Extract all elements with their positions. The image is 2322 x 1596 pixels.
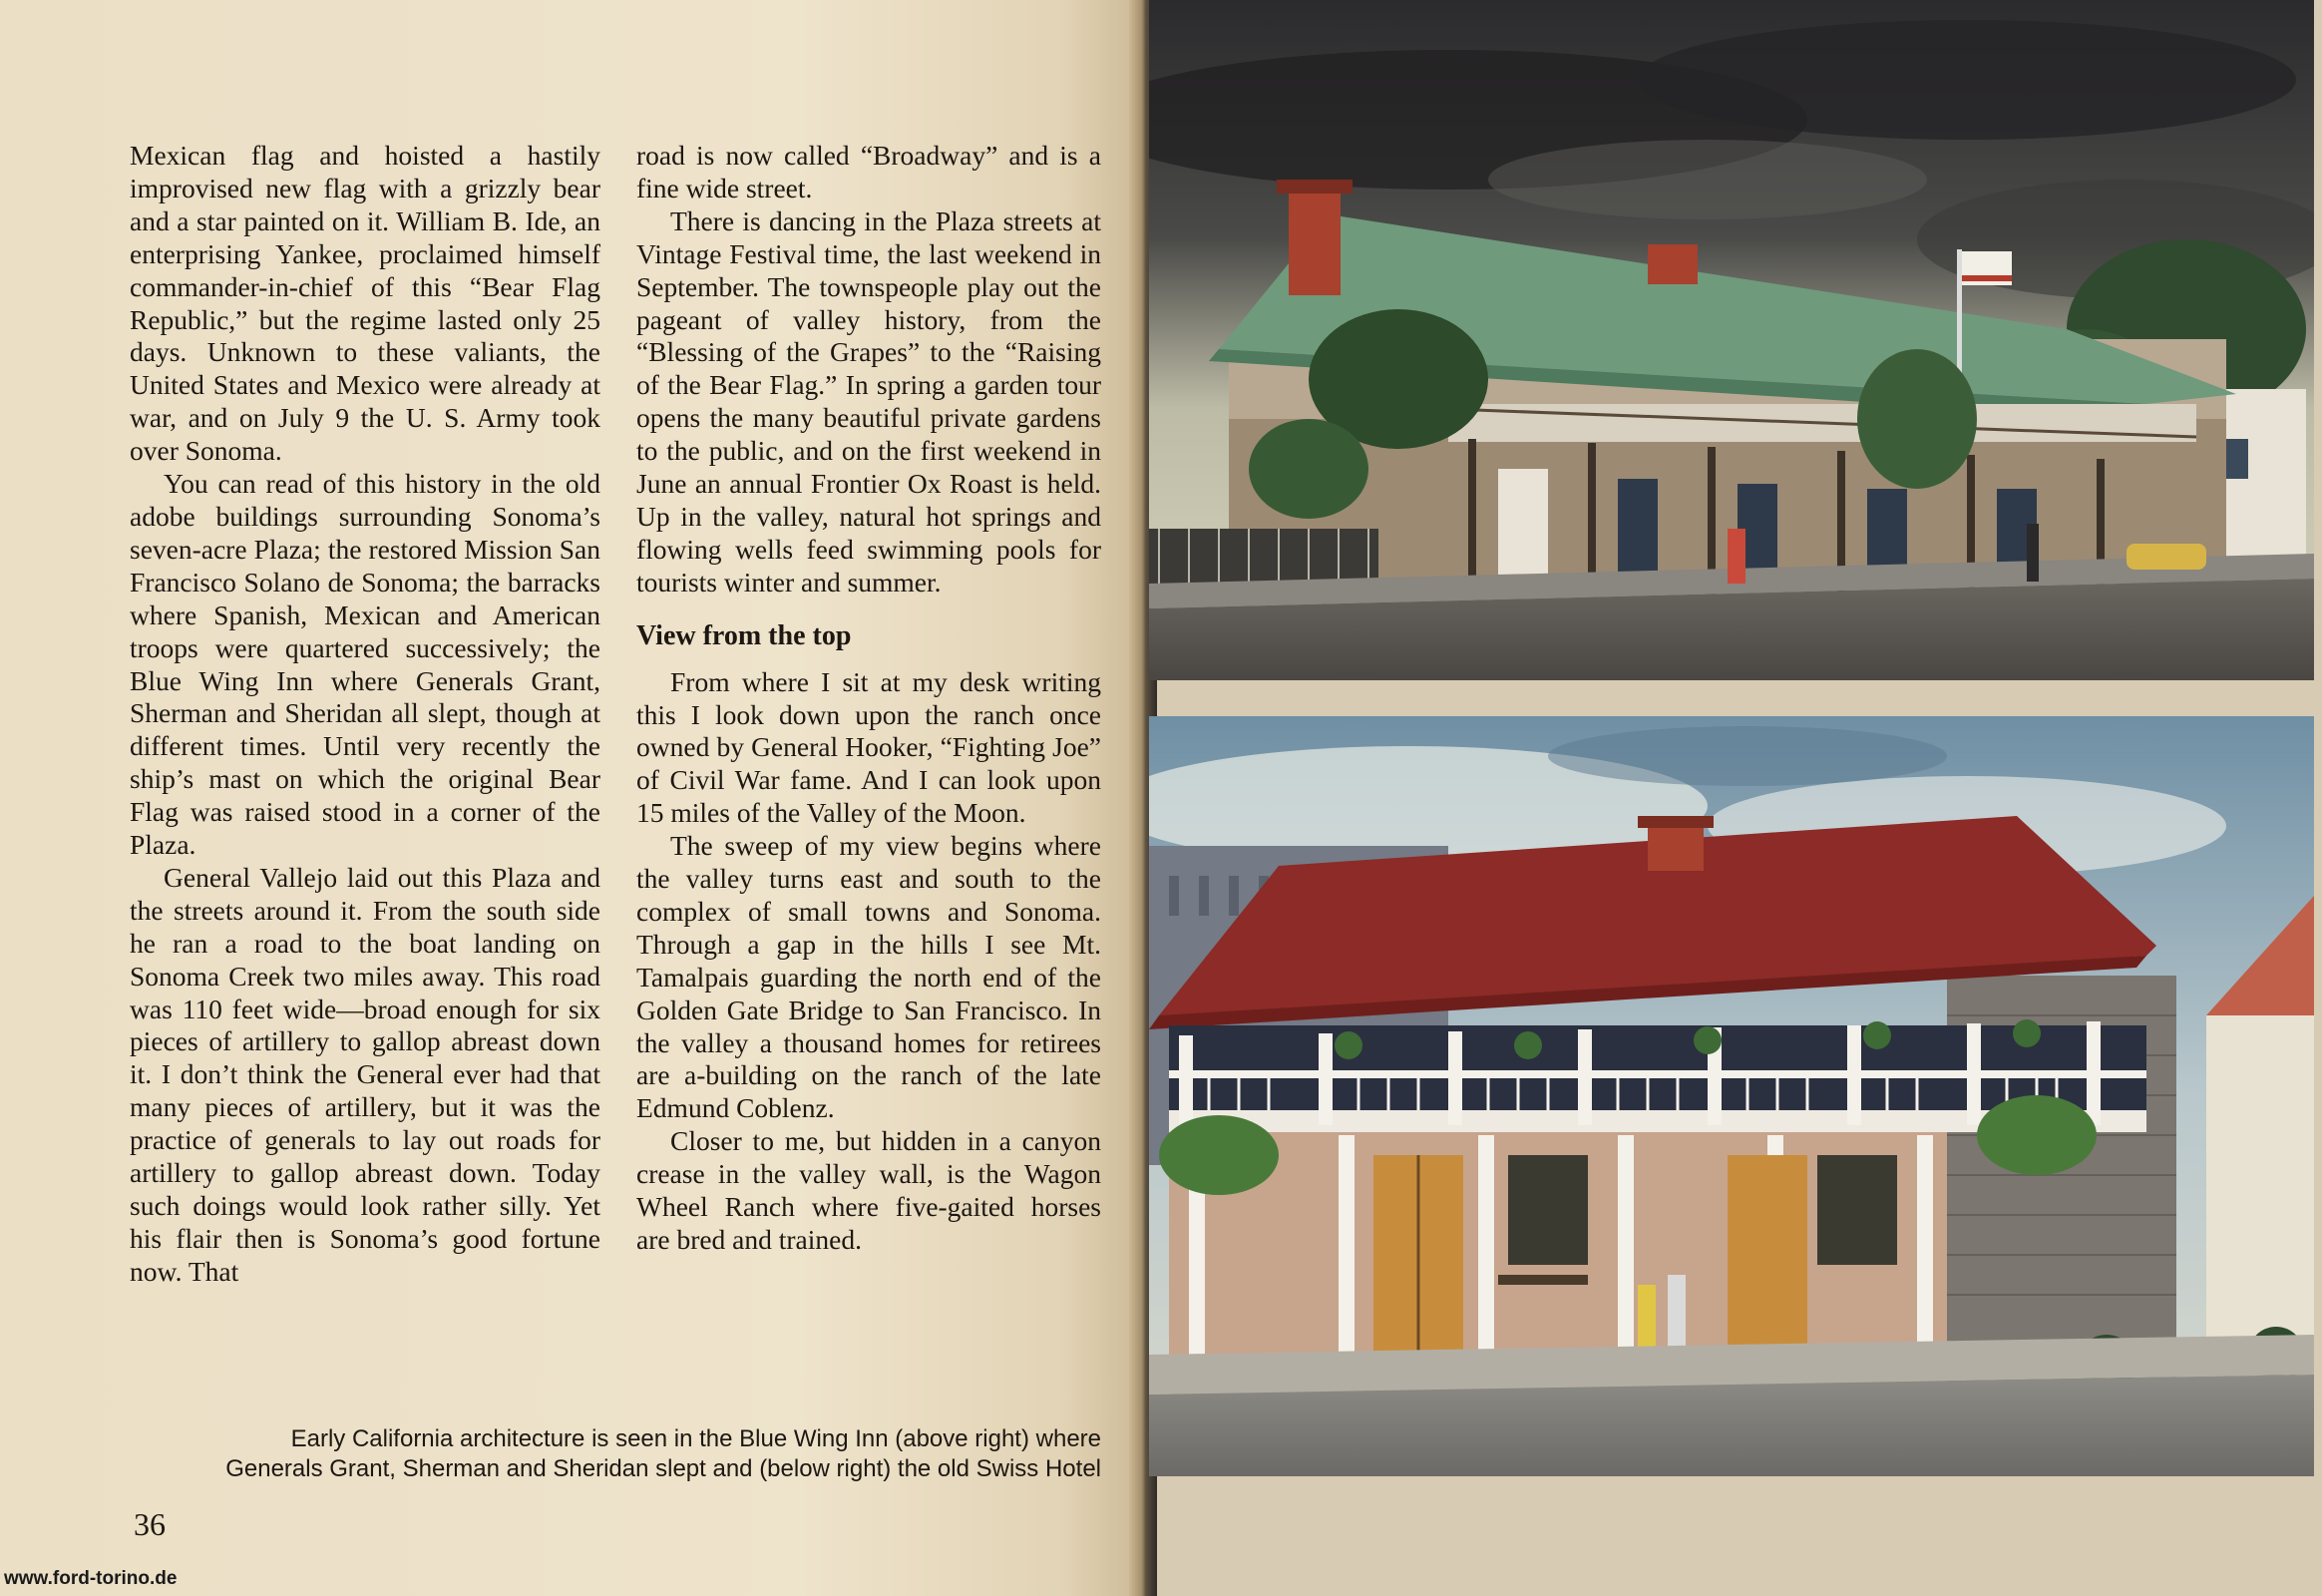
watermark: www.ford-torino.de xyxy=(4,1568,178,1589)
paragraph: There is dancing in the Plaza streets at Vintage Festival time, the last weekend in September. The townspeople play out the pageant of valley history, from the “Blessing of the Grapes” to the “Raising of the Bear Flag.” In spring a garden tour opens the many beautiful private gardens to the public, and on the first weekend in June an annual Frontier Ox Roast is held. Up in the valley, natural hot springs and flowing wells feed swimming pools for tourists winter and summer. xyxy=(636,204,1101,598)
figure-caption xyxy=(140,1424,1101,1484)
article-column-1 xyxy=(130,140,600,1289)
paragraph: Mexican flag and hoisted a hastily improvised new flag with a grizzly bear and a star painted on it. William B. Ide, an enterprising Yankee, proclaimed himself commander-in-chief of this “Bear Flag Republic,” but the regime lasted only 25 days. Unknown to these valiants, the United States and Mexico were already at war, and on July 9 the U. S. Army took over Sonoma. xyxy=(130,140,600,467)
paragraph: You can read of this history in the old adobe buildings surrounding Sonoma’s seven-acre Plaza; the restored Mission San Francisco Solano de Sonoma; the barracks where Spanish, Mexican and American troops were quartered successively; the Blue Wing Inn where Generals Grant, Sherman and Sheridan all slept, though at different times. Until very recently the ship’s mast on which the original Bear Flag was raised stood in a corner of the Plaza. xyxy=(130,468,600,861)
blue-wing-inn-image xyxy=(1149,0,2314,680)
caption-line: Early California architecture is seen in the Blue Wing Inn (above right) where xyxy=(290,1425,1101,1452)
paragraph: The sweep of my view begins where the valley turns east and south to the complex of small towns and Sonoma. Through a gap in the hills I see Mt. Tamalpais guarding the north end of the Golden Gate Bridge to San Francisco. In the valley a thousand homes for retirees are a-building on the ranch of the late Edmund Coblenz. xyxy=(636,830,1101,1124)
paragraph: Closer to me, but hidden in a canyon crease in the valley wall, is the Wagon Wheel Ranch where five-gaited horses are bred and trained. xyxy=(636,1125,1101,1255)
caption-line: Generals Grant, Sherman and Sheridan slept and (below right) the old Swiss Hotel xyxy=(225,1455,1101,1482)
paragraph: From where I sit at my desk writing this I look down upon the ranch once owned by General Hooker, “Fighting Joe” of Civil War fame. And I can look upon 15 miles of the Valley of the Moon. xyxy=(636,665,1101,829)
swiss-hotel-illustration xyxy=(1149,716,2314,1476)
section-subheading: View from the top xyxy=(636,619,852,651)
paragraph: General Vallejo laid out this Plaza and the streets around it. From the south side he ran a road to the boat landing on Sonoma Creek two miles away. This road was 110 feet wide—broad enough for six pieces of artillery to gallop abreast down it. I don’t think the General ever had that many pieces of artillery, but it was the practice of generals to lay out roads for artillery to gallop abreast down. Today such doings would look rather silly. Yet his flair then is Sonoma’s good fortune now. That xyxy=(130,861,600,1287)
blue-wing-inn-illustration xyxy=(1149,0,2314,680)
page-number: 36 xyxy=(134,1506,166,1542)
paragraph: road is now called “Broadway” and is a fine wide street. xyxy=(636,140,1101,203)
swiss-hotel-image xyxy=(1149,716,2314,1476)
article-column-2 xyxy=(636,140,1101,1257)
